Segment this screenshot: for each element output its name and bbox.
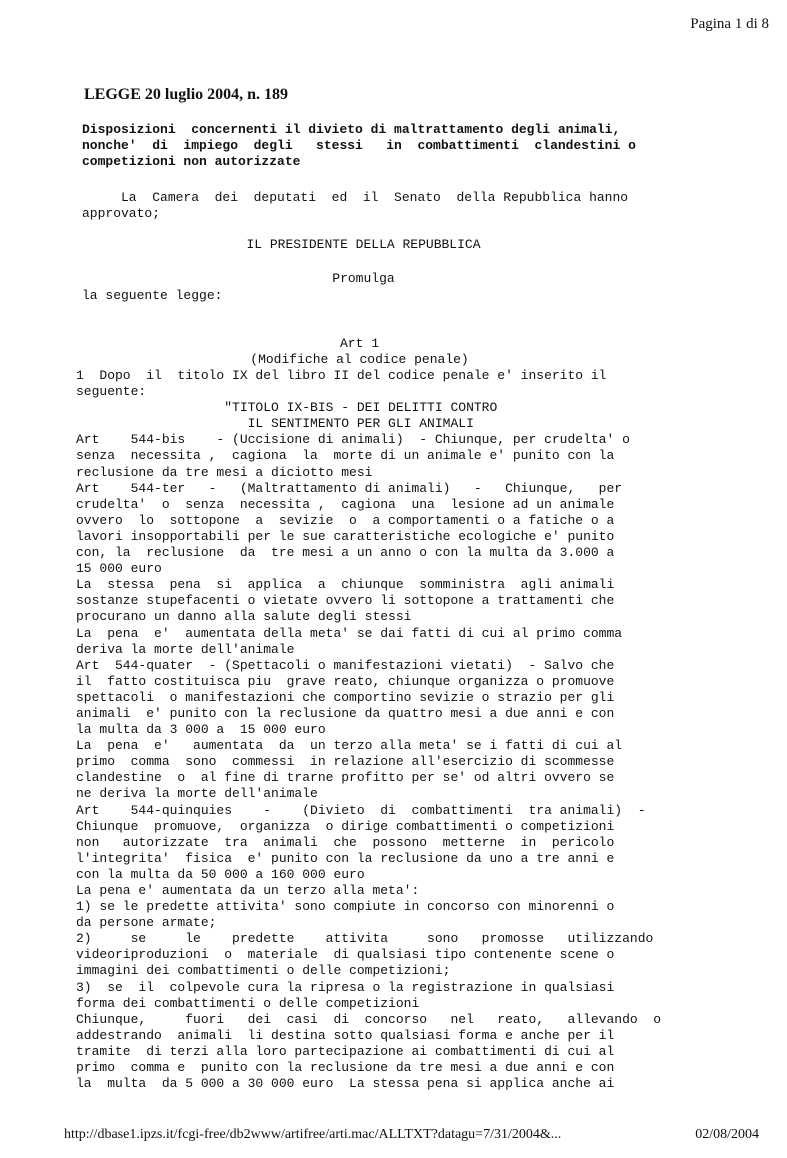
president-heading: IL PRESIDENTE DELLA REPUBBLICA — [246, 237, 481, 252]
body-line: procurano un danno alla salute degli stessi — [76, 609, 412, 625]
body-line: forma dei combattimenti o delle competizioni — [76, 995, 420, 1011]
intro-paragraph — [82, 190, 668, 222]
body-line: spettacoli o manifestazioni che comportino sevizie o strazio per gli — [76, 689, 615, 705]
body-line: La pena e' aumentata della meta' se dai fatti di cui al primo comma — [76, 625, 623, 641]
body-line: La pena e' aumentata da un terzo alla meta': — [76, 883, 420, 898]
law-title: LEGGE 20 luglio 2004, n. 189 — [84, 86, 289, 103]
body-line: Art 544-bis - (Uccisione di animali) - Chiunque, per crudelta' o — [76, 432, 630, 448]
footer-url: http://dbase1.ipzs.it/fcgi-free/db2www/artifree/arti.mac/ALLTXT?datagu=7/31/2004&... — [64, 1127, 562, 1142]
body-line: da persone armate; — [76, 915, 217, 931]
article-heading: Art 1 — [339, 336, 379, 351]
body-line: 3) se il colpevole cura la ripresa o la registrazione in qualsiasi — [76, 979, 615, 995]
body-line: Chiunque promuove, organizza o dirige combattimenti o competizioni — [76, 818, 615, 834]
body-line: primo comma sono commessi in relazione all'esercizio di scommesse — [76, 754, 615, 770]
body-line: videoriproduzioni o materiale di qualsiasi tipo contenente scene o — [76, 947, 615, 963]
body-line: reclusione da tre mesi a diciotto mesi — [76, 464, 373, 480]
body-line: La pena e' aumentata da un terzo alla meta' se i fatti di cui al — [76, 738, 623, 754]
law-subject — [82, 122, 668, 170]
body-line: 1) se le predette attivita' sono compiute in concorso con minorenni o — [76, 899, 615, 915]
body-line: deriva la morte dell'animale — [76, 641, 295, 657]
promulga-heading: Promulga — [332, 271, 395, 286]
body-line: la multa da 5 000 a 30 000 euro La stessa pena si applica anche ai — [76, 1076, 615, 1092]
body-line: sostanze stupefacenti o vietate ovvero li sottopone a trattamenti che — [76, 593, 615, 609]
body-line: non autorizzate tra animali che possono metterne in pericolo — [76, 834, 615, 850]
body-line: con la multa da 50 000 a 160 000 euro — [76, 866, 365, 882]
body-line: Art 544-quinquies - (Divieto di combattimenti tra animali) - — [76, 802, 646, 818]
body-line: "TITOLO IX-BIS - DEI DELITTI CONTRO — [76, 400, 498, 416]
page-number: Pagina 1 di 8 — [690, 16, 769, 32]
body-line: Art 544-quater - (Spettacoli o manifestazioni vietati) - Salvo che — [76, 657, 615, 673]
body-line: lavori insopportabili per le sue caratteristiche ecologiche e' punito — [76, 528, 615, 544]
article-body — [76, 368, 676, 1092]
footer-date: 02/08/2004 — [695, 1127, 759, 1142]
body-line: addestrando animali li destina sotto qualsiasi forma e anche per il — [76, 1027, 615, 1043]
subject-line: nonche' di impiego degli stessi in combattimenti clandestini o — [82, 138, 636, 153]
body-line: ovvero lo sottopone a sevizie o a comportamenti o a fatiche o a — [76, 512, 615, 528]
body-line: IL SENTIMENTO PER GLI ANIMALI — [76, 416, 474, 432]
body-line: Art 544-ter - (Maltrattamento di animali) - Chiunque, per — [76, 480, 623, 496]
body-line: con, la reclusione da tre mesi a un anno o con la multa da 3.000 a — [76, 545, 615, 561]
body-line: l'integrita' fisica e' punito con la reclusione da uno a tre anni e — [76, 850, 615, 866]
body-line: seguente: — [76, 384, 147, 400]
body-line: animali e' punito con la reclusione da quattro mesi a due anni e con — [76, 705, 615, 721]
body-line: senza necessita , cagiona la morte di un animale e' punito con la — [76, 448, 615, 464]
body-line: clandestine o al fine di trarne profitto per se' od altri ovvero se — [76, 770, 615, 786]
body-line: 15 000 euro — [76, 561, 162, 577]
body-line: tramite di terzi alla loro partecipazione ai combattimenti di cui al — [76, 1043, 615, 1059]
intro-line: approvato; — [82, 206, 161, 221]
body-line: la multa da 3 000 a 15 000 euro — [76, 722, 326, 738]
body-line: immagini dei combattimenti o delle competizioni; — [76, 963, 451, 979]
body-line: 1 Dopo il titolo IX del libro II del codice penale e' inserito il — [76, 368, 607, 383]
intro-line: La Camera dei deputati ed il Senato della Repubblica hanno — [82, 190, 629, 205]
body-line: primo comma e punito con la reclusione da tre mesi a due anni e con — [76, 1060, 615, 1076]
subject-line: Disposizioni concernenti il divieto di maltrattamento degli animali, — [82, 122, 621, 137]
body-line: 2) se le predette attivita sono promosse utilizzando — [76, 931, 654, 947]
body-line: Chiunque, fuori dei casi di concorso nel reato, allevando o — [76, 1011, 662, 1027]
legge-line: la seguente legge: — [82, 288, 223, 303]
subject-line: competizioni non autorizzate — [82, 154, 301, 169]
body-line: il fatto costituisca piu grave reato, chiunque organizza o promuove — [76, 673, 615, 689]
body-line: ne deriva la morte dell'animale — [76, 786, 318, 802]
article-subtitle: (Modifiche al codice penale) — [250, 352, 469, 367]
body-line: crudelta' o senza necessita , cagiona una lesione ad un animale — [76, 496, 615, 512]
body-line: La stessa pena si applica a chiunque somministra agli animali — [76, 577, 615, 593]
